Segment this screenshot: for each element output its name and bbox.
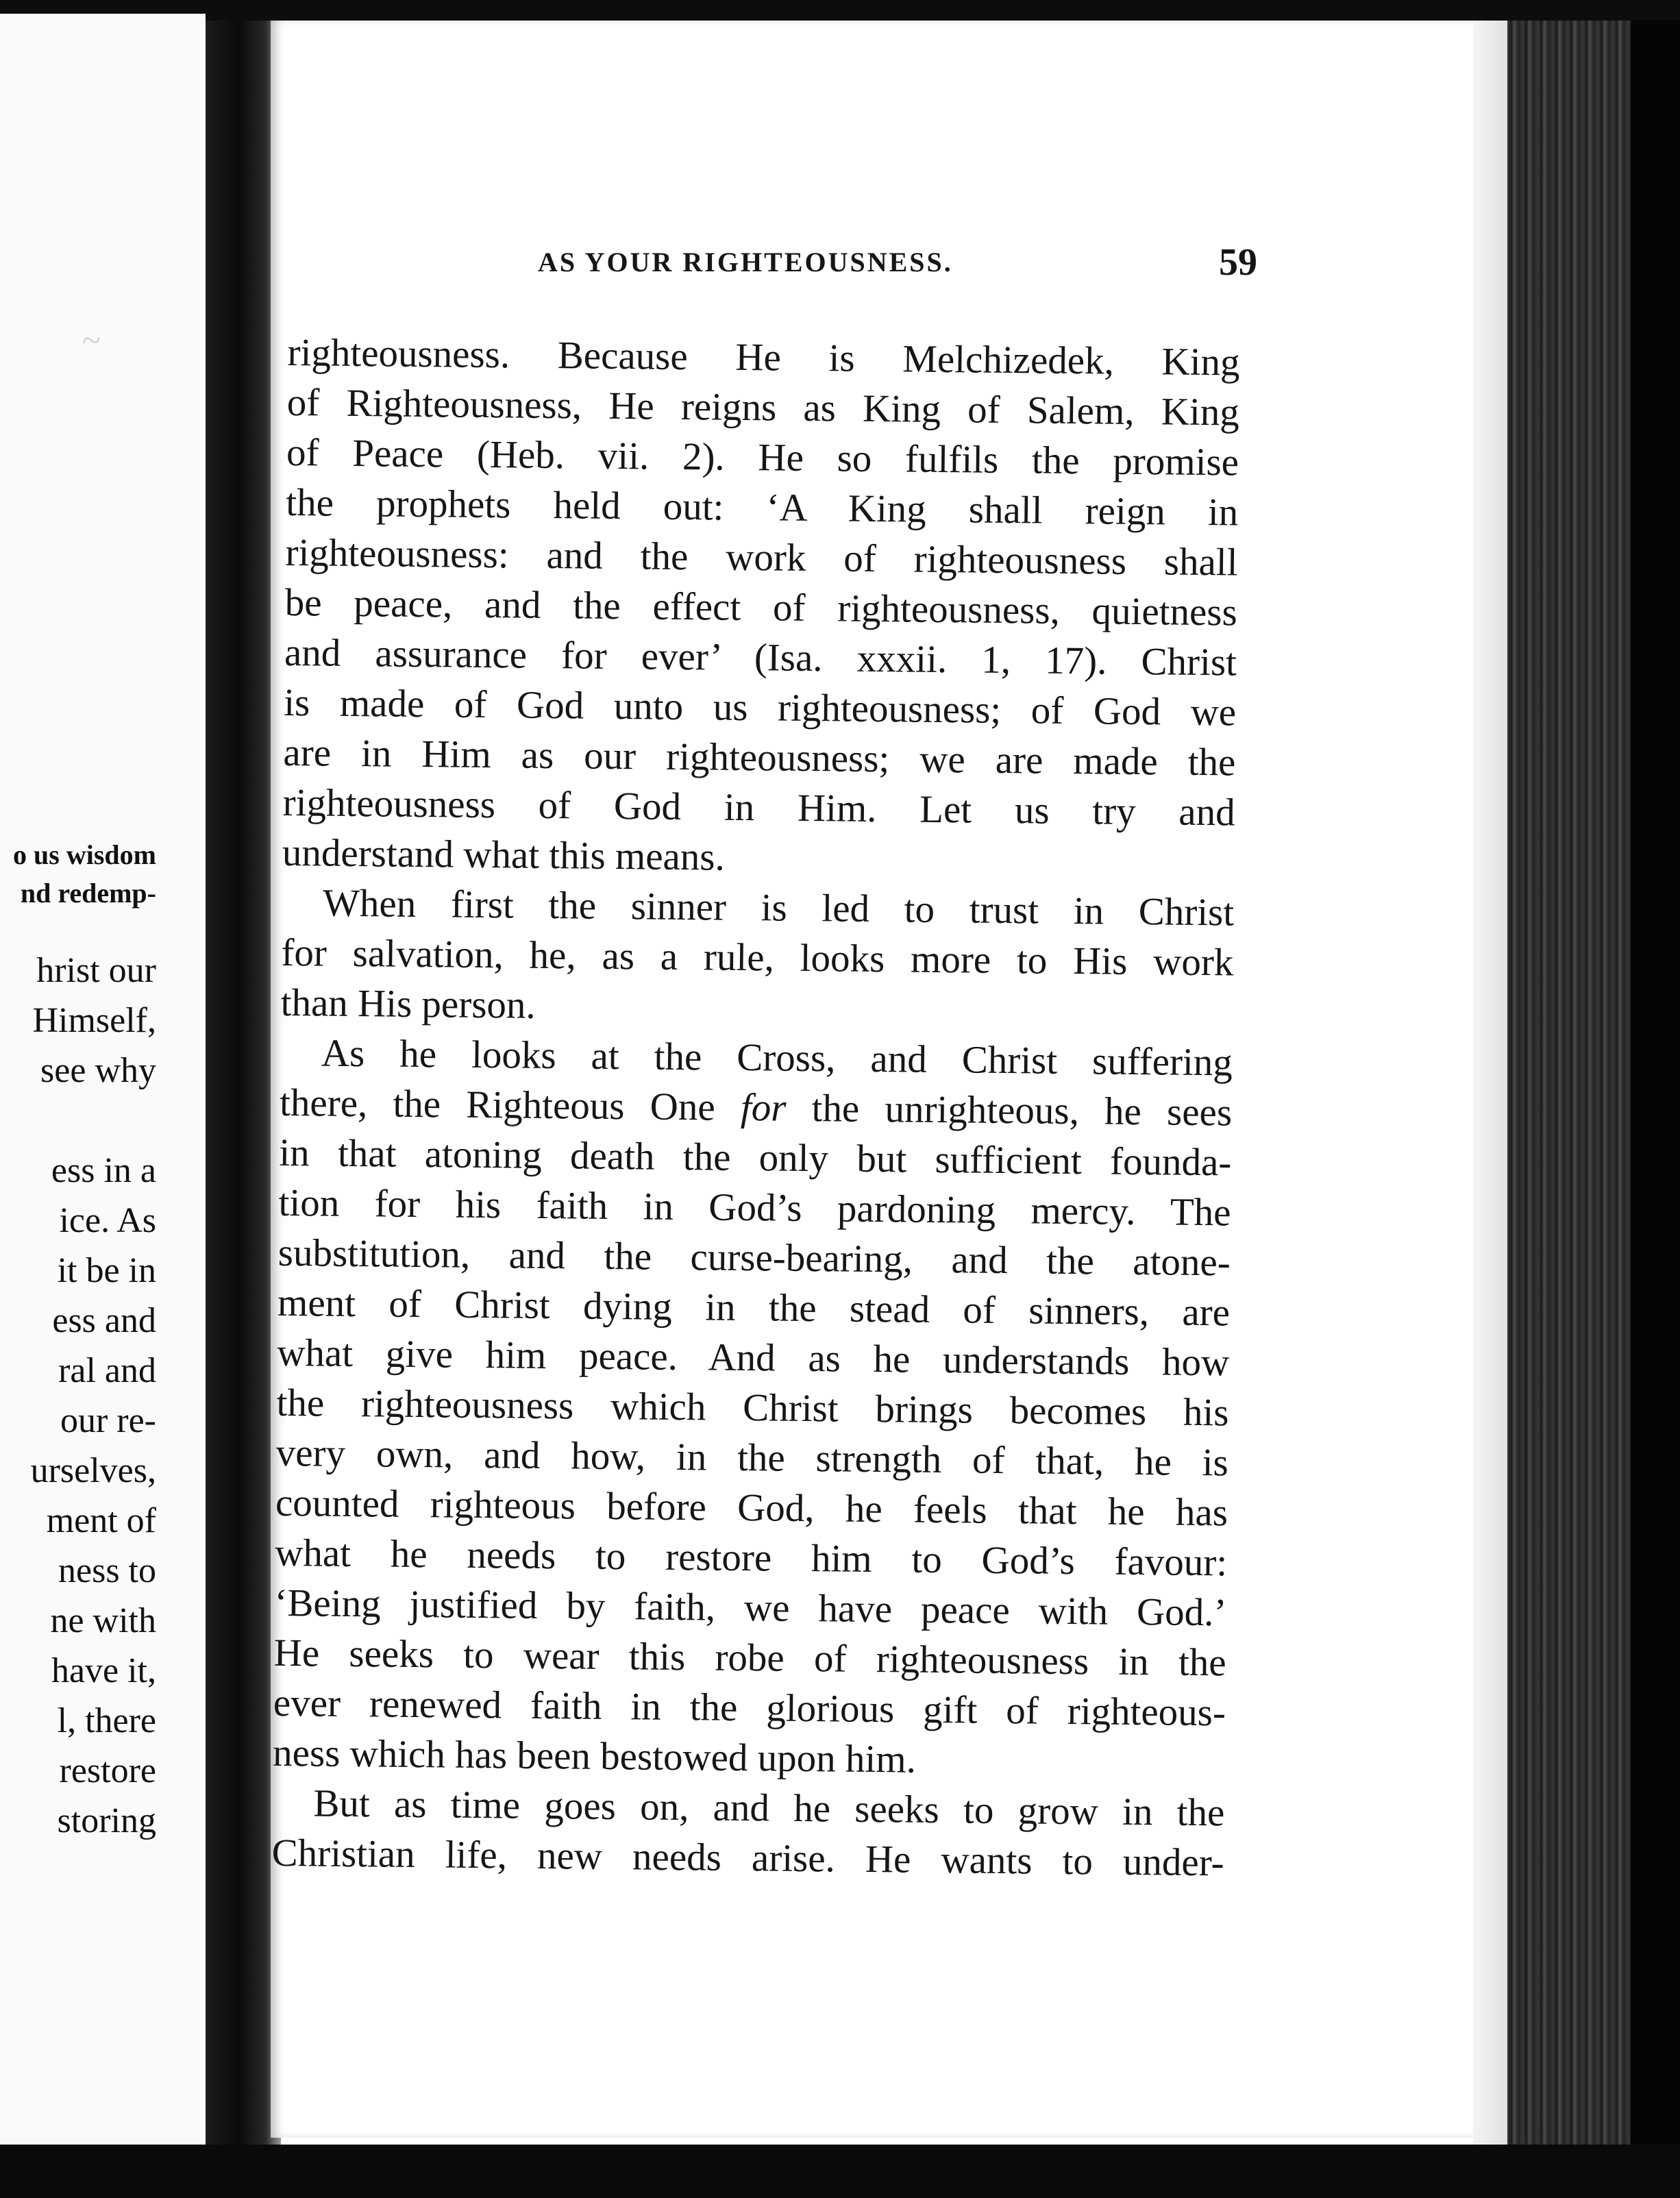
left-page-line: it be in — [57, 1251, 156, 1290]
left-page-line: hrist our — [36, 951, 156, 990]
left-page-line: ice. As — [59, 1201, 156, 1240]
left-page-line: ess and — [52, 1301, 156, 1340]
text-line: substitution, and the curse-bearing, and the atone- — [277, 1231, 1231, 1285]
left-page-line: o us wisdom — [13, 839, 156, 870]
left-page-line: our re- — [60, 1401, 156, 1440]
left-page-line: restore — [59, 1751, 156, 1790]
text-line: righteousness: and the work of righteousness shall — [285, 530, 1238, 584]
text-line: Christian life, new needs arise. He wants to under- — [271, 1831, 1224, 1885]
left-page-line: storing — [57, 1801, 156, 1840]
running-title: AS YOUR RIGHTEOUSNESS. — [538, 247, 953, 277]
text-line: be peace, and the effect of righteousness, quietness — [284, 580, 1238, 634]
text-line: are in Him as our righteousness; we are made the — [283, 730, 1236, 785]
text-line: righteousness. Because He is Melchizedek, King — [287, 330, 1240, 384]
text-line: very own, and how, in the strength of that, he is — [275, 1431, 1229, 1485]
left-page-text — [0, 836, 206, 1846]
left-page-line: see why — [40, 1051, 156, 1090]
left-page-line: nd redemp- — [20, 878, 156, 909]
text-line: what he needs to restore him to God’s favour: — [274, 1531, 1228, 1585]
text-line: tion for his faith in God’s pardoning mercy. The — [278, 1181, 1231, 1235]
text-line: for salvation, he, as a rule, looks more to His work — [281, 930, 1234, 985]
scan-bottom-border — [0, 2145, 1680, 2198]
text-line: righteousness of God in Him. Let us try and — [282, 780, 1235, 835]
left-page-line: ess in a — [51, 1151, 156, 1190]
text-line: When first the sinner is led to trust in Christ — [322, 881, 1235, 935]
left-page-line: urselves, — [30, 1451, 156, 1490]
left-page-line: have it, — [51, 1651, 156, 1690]
text-line: is made of God unto us righteousness; of God we — [283, 680, 1237, 734]
text-line: ness which has been bestowed upon him. — [272, 1731, 917, 1781]
text-line: in that atoning death the only but sufficient founda- — [279, 1131, 1232, 1185]
text-line: But as time goes on, and he seeks to grow in the — [313, 1781, 1225, 1835]
text-line: ever renewed faith in the glorious gift of righteous- — [273, 1681, 1226, 1735]
left-page-line: ne with — [50, 1601, 156, 1640]
left-facing-page — [0, 14, 206, 2165]
left-page-line: ness to — [58, 1551, 156, 1590]
text-line: ‘Being justified by faith, we have peace with God.’ — [274, 1581, 1227, 1635]
text-line: ment of Christ dying in the stead of sinners, are — [277, 1281, 1231, 1335]
text-segment: there, the Righteous One — [279, 1081, 716, 1129]
text-line: counted righteous before God, he feels that he has — [275, 1481, 1228, 1535]
italic-word: for — [740, 1085, 787, 1130]
text-line: what give him peace. And as he understands how — [276, 1331, 1230, 1385]
book-gutter-shadow — [206, 21, 281, 2151]
left-page-line: l, there — [57, 1701, 156, 1740]
scan-right-border — [1631, 21, 1680, 2198]
body-text — [271, 328, 1240, 1888]
left-page-line: ral and — [58, 1351, 156, 1390]
text-line: the prophets held out: ‘A King shall reign in — [285, 480, 1239, 534]
text-line: of Righteousness, He reigns as King of Salem, King — [286, 380, 1240, 434]
left-page-line: Himself, — [32, 1001, 156, 1040]
bleed-through-mark: ~ — [82, 321, 101, 359]
text-line: As he looks at the Cross, and Christ suffering — [321, 1031, 1233, 1085]
scan-top-border — [0, 0, 1680, 21]
text-line: than His person. — [280, 980, 536, 1027]
text-line: of Peace (Heb. vii. 2). He so fulfils the promise — [286, 430, 1239, 484]
running-head — [271, 238, 1257, 286]
text-line: and assurance for ever’ (Isa. xxxii. 1, 17). Christ — [284, 630, 1237, 684]
left-page-line: ment of — [46, 1501, 156, 1540]
text-line: the righteousness which Christ brings becomes his — [276, 1381, 1229, 1435]
text-line: He seeks to wear this robe of righteousness in the — [273, 1631, 1226, 1685]
text-line: understand what this means. — [282, 830, 726, 879]
text-segment: the unrighteous, he sees — [811, 1087, 1233, 1135]
page-number: 59 — [1219, 241, 1257, 284]
